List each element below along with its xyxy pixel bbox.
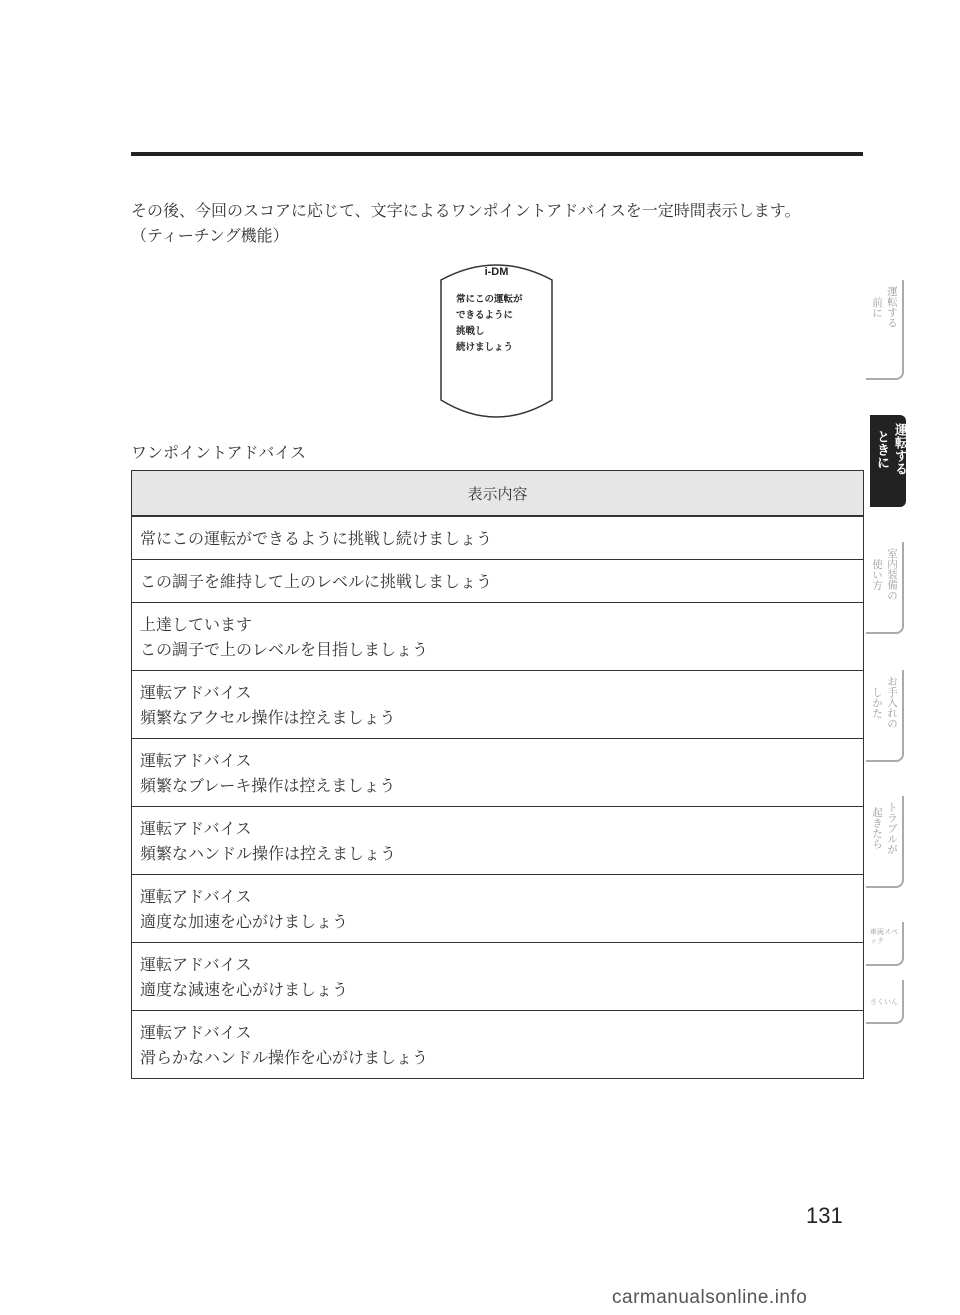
tab-label: 運転する <box>886 286 898 328</box>
row-text: 適度な加速を心がけましょう <box>140 911 349 931</box>
row-text: 運転アドバイス <box>140 818 252 838</box>
display-message <box>456 292 523 356</box>
row-text: 滑らかなハンドル操作を心がけましょう <box>140 1047 429 1067</box>
row-text: 常にこの運転ができるように挑戦し続けましょう <box>140 528 493 548</box>
tab-troubleshooting[interactable] <box>866 796 904 888</box>
row-text: 頻繁なアクセル操作は控えましょう <box>140 707 396 727</box>
row-text: 運転アドバイス <box>140 886 252 906</box>
tab-label: お手入れの <box>886 676 898 729</box>
watermark: carmanualsonline.info <box>612 1287 808 1308</box>
table-row <box>132 603 864 671</box>
row-text: 頻繁なブレーキ操作は控えましょう <box>140 775 396 795</box>
tab-interior-equipment[interactable] <box>866 542 904 634</box>
row-text: 上達しています <box>140 614 253 634</box>
intro-line-2: （ティーチング機能） <box>131 226 289 245</box>
row-text: 運転アドバイス <box>140 1022 252 1042</box>
table-row <box>132 1011 864 1079</box>
tab-label: 室内装備の <box>886 548 898 601</box>
table-row <box>132 671 864 739</box>
row-text: 運転アドバイス <box>140 750 252 770</box>
table-row <box>132 560 864 603</box>
idm-display-illustration <box>440 258 553 422</box>
row-text: この調子で上のレベルを目指しましょう <box>140 639 429 659</box>
tab-label: 車両スペック <box>870 928 898 945</box>
tab-while-driving[interactable] <box>870 415 906 507</box>
row-text: 運転アドバイス <box>140 682 252 702</box>
display-message-line: 常にこの運転が <box>456 294 523 305</box>
table-row <box>132 516 864 560</box>
table-row <box>132 807 864 875</box>
display-message-line: できるように <box>456 310 514 321</box>
tab-before-driving[interactable] <box>866 280 904 380</box>
tab-label: トラブルが <box>886 802 898 855</box>
advice-table <box>131 470 864 1079</box>
row-text: この調子を維持して上のレベルに挑戦しましょう <box>140 571 493 591</box>
tab-index[interactable] <box>866 980 904 1024</box>
display-message-line: 続けましょう <box>456 342 514 353</box>
tab-label: しかた <box>871 686 883 718</box>
tab-label: 起きたら <box>871 807 883 850</box>
table-row <box>132 875 864 943</box>
display-title: i-DM <box>484 266 509 278</box>
intro-line-1: その後、今回のスコアに応じて、文字によるワンポイントアドバイスを一定時間表示します。 <box>131 201 801 220</box>
table-row <box>132 943 864 1011</box>
row-text: 頻繁なハンドル操作は控えましょう <box>140 843 397 863</box>
top-rule <box>131 152 863 156</box>
page-number: 131 <box>806 1203 843 1228</box>
row-text: 運転アドバイス <box>140 954 252 974</box>
tab-maintenance[interactable] <box>866 670 904 762</box>
display-message-line: 挑戦し <box>456 326 485 337</box>
tab-label: ときに <box>874 429 889 469</box>
tab-label: 使い方 <box>871 558 883 590</box>
table-row <box>132 739 864 807</box>
table-header: 表示内容 <box>132 471 864 517</box>
section-heading: ワンポイントアドバイス <box>131 443 307 462</box>
tab-vehicle-specs[interactable] <box>866 922 904 966</box>
tab-label: 前に <box>871 296 883 318</box>
intro-text <box>131 198 871 248</box>
tab-label: 運転する <box>892 423 907 475</box>
row-text: 適度な減速を心がけましょう <box>140 979 349 999</box>
tab-label: さくいん <box>870 998 898 1006</box>
